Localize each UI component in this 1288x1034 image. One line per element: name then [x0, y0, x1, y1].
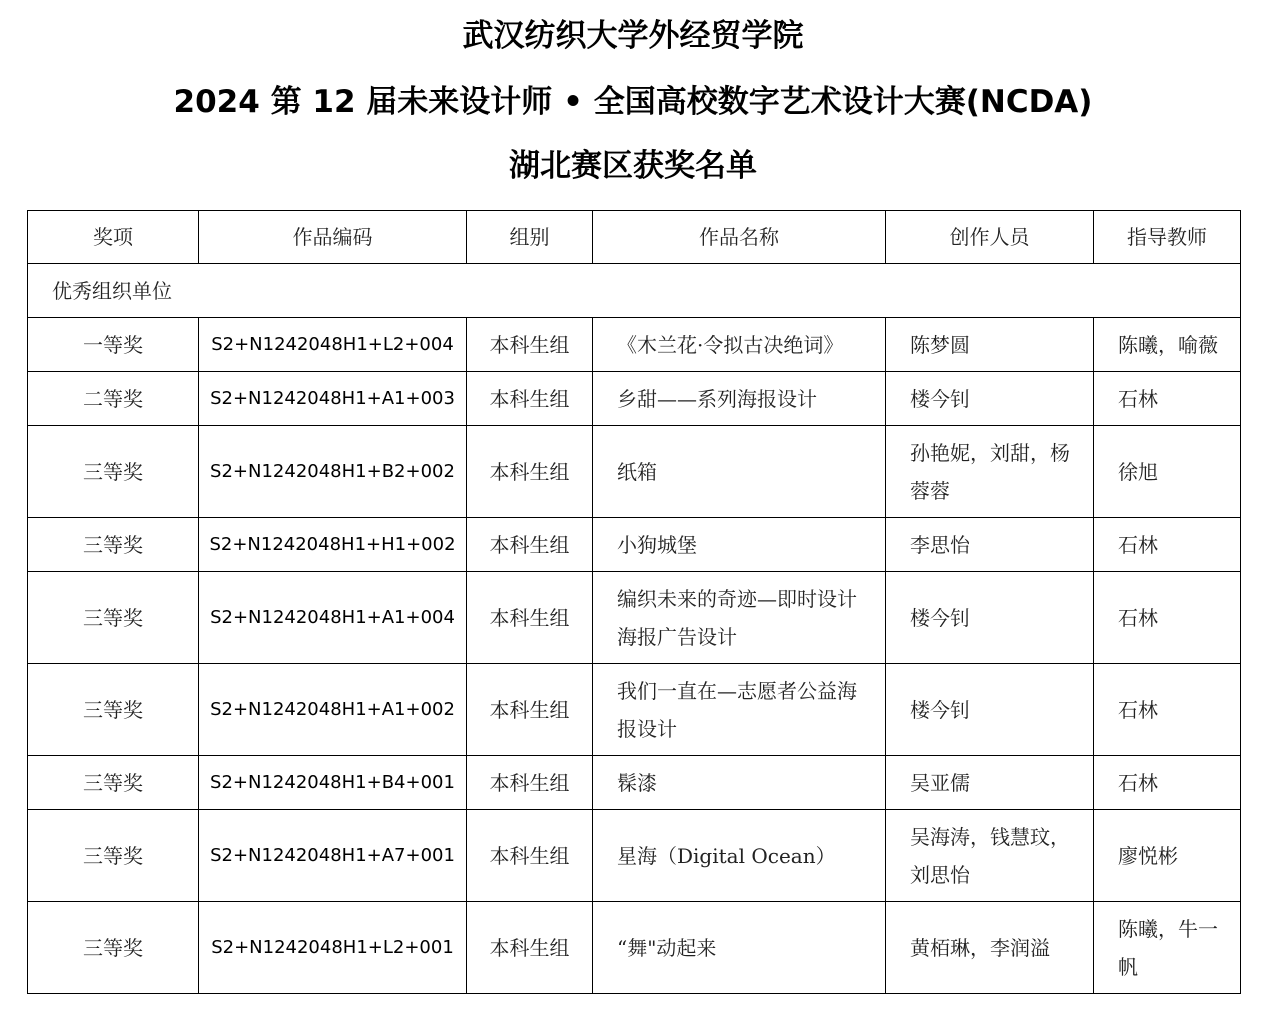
table-row [28, 426, 1241, 518]
creators-cell: 楼今钊 [886, 572, 1094, 664]
advisors-cell: 石林 [1094, 372, 1241, 426]
title-cell: 我们一直在—志愿者公益海报设计 [593, 664, 886, 756]
table-row [28, 372, 1241, 426]
table-row [28, 664, 1241, 756]
creators-cell: 陈梦圆 [886, 318, 1094, 372]
advisors-cell: 石林 [1094, 756, 1241, 810]
code-cell: S2+N1242048H1+A1+004 [199, 572, 467, 664]
table-row [28, 572, 1241, 664]
group-cell: 本科生组 [467, 318, 593, 372]
creators-cell: 楼今钊 [886, 372, 1094, 426]
award-cell: 三等奖 [28, 426, 199, 518]
column-header-advisors: 指导教师 [1094, 211, 1241, 264]
column-header-group: 组别 [467, 211, 593, 264]
code-cell: S2+N1242048H1+A1+003 [199, 372, 467, 426]
group-cell: 本科生组 [467, 810, 593, 902]
advisors-cell: 陈曦，喻薇 [1094, 318, 1241, 372]
table-row [28, 810, 1241, 902]
creators-cell: 孙艳妮，刘甜，杨蓉蓉 [886, 426, 1094, 518]
creators-cell: 李思怡 [886, 518, 1094, 572]
title-cell: 编织未来的奇迹—即时设计海报广告设计 [593, 572, 886, 664]
advisors-cell: 廖悦彬 [1094, 810, 1241, 902]
school-title: 武汉纺织大学外经贸学院 [462, 18, 804, 54]
column-header-creators: 创作人员 [886, 211, 1094, 264]
creators-cell: 楼今钊 [886, 664, 1094, 756]
award-cell: 三等奖 [28, 518, 199, 572]
title-cell: 小狗城堡 [593, 518, 886, 572]
award-cell: 三等奖 [28, 902, 199, 994]
table-row [28, 902, 1241, 994]
group-cell: 本科生组 [467, 756, 593, 810]
group-cell: 本科生组 [467, 426, 593, 518]
table-header-row [28, 211, 1241, 264]
title-cell: 髹漆 [593, 756, 886, 810]
awards-table [27, 210, 1241, 994]
advisors-cell: 石林 [1094, 664, 1241, 756]
list-title: 湖北赛区获奖名单 [509, 148, 757, 184]
title-cell: “舞"动起来 [593, 902, 886, 994]
group-cell: 本科生组 [467, 664, 593, 756]
award-cell: 一等奖 [28, 318, 199, 372]
title-cell: 《木兰花·令拟古决绝词》 [593, 318, 886, 372]
code-cell: S2+N1242048H1+B4+001 [199, 756, 467, 810]
advisors-cell: 石林 [1094, 572, 1241, 664]
advisors-cell: 石林 [1094, 518, 1241, 572]
org-row [28, 264, 1241, 318]
group-cell: 本科生组 [467, 572, 593, 664]
award-cell: 三等奖 [28, 810, 199, 902]
group-cell: 本科生组 [467, 902, 593, 994]
title-cell: 星海（Digital Ocean） [593, 810, 886, 902]
award-cell: 三等奖 [28, 572, 199, 664]
group-cell: 本科生组 [467, 372, 593, 426]
group-cell: 本科生组 [467, 518, 593, 572]
award-cell: 三等奖 [28, 756, 199, 810]
org-row-label: 优秀组织单位 [28, 264, 1241, 318]
award-cell: 二等奖 [28, 372, 199, 426]
column-header-code: 作品编码 [199, 211, 467, 264]
code-cell: S2+N1242048H1+A7+001 [199, 810, 467, 902]
code-cell: S2+N1242048H1+H1+002 [199, 518, 467, 572]
creators-cell: 吴海涛，钱慧玟，刘思怡 [886, 810, 1094, 902]
code-cell: S2+N1242048H1+L2+004 [199, 318, 467, 372]
competition-title: 2024 第 12 届未来设计师 • 全国高校数字艺术设计大赛(NCDA) [173, 84, 1093, 120]
advisors-cell: 徐旭 [1094, 426, 1241, 518]
advisors-cell: 陈曦，牛一帆 [1094, 902, 1241, 994]
title-cell: 纸箱 [593, 426, 886, 518]
table-row [28, 756, 1241, 810]
code-cell: S2+N1242048H1+B2+002 [199, 426, 467, 518]
table-row [28, 318, 1241, 372]
code-cell: S2+N1242048H1+A1+002 [199, 664, 467, 756]
column-header-title: 作品名称 [593, 211, 886, 264]
table-row [28, 518, 1241, 572]
column-header-award: 奖项 [28, 211, 199, 264]
code-cell: S2+N1242048H1+L2+001 [199, 902, 467, 994]
title-cell: 乡甜——系列海报设计 [593, 372, 886, 426]
creators-cell: 吴亚儒 [886, 756, 1094, 810]
award-cell: 三等奖 [28, 664, 199, 756]
creators-cell: 黄栢琳，李润溢 [886, 902, 1094, 994]
